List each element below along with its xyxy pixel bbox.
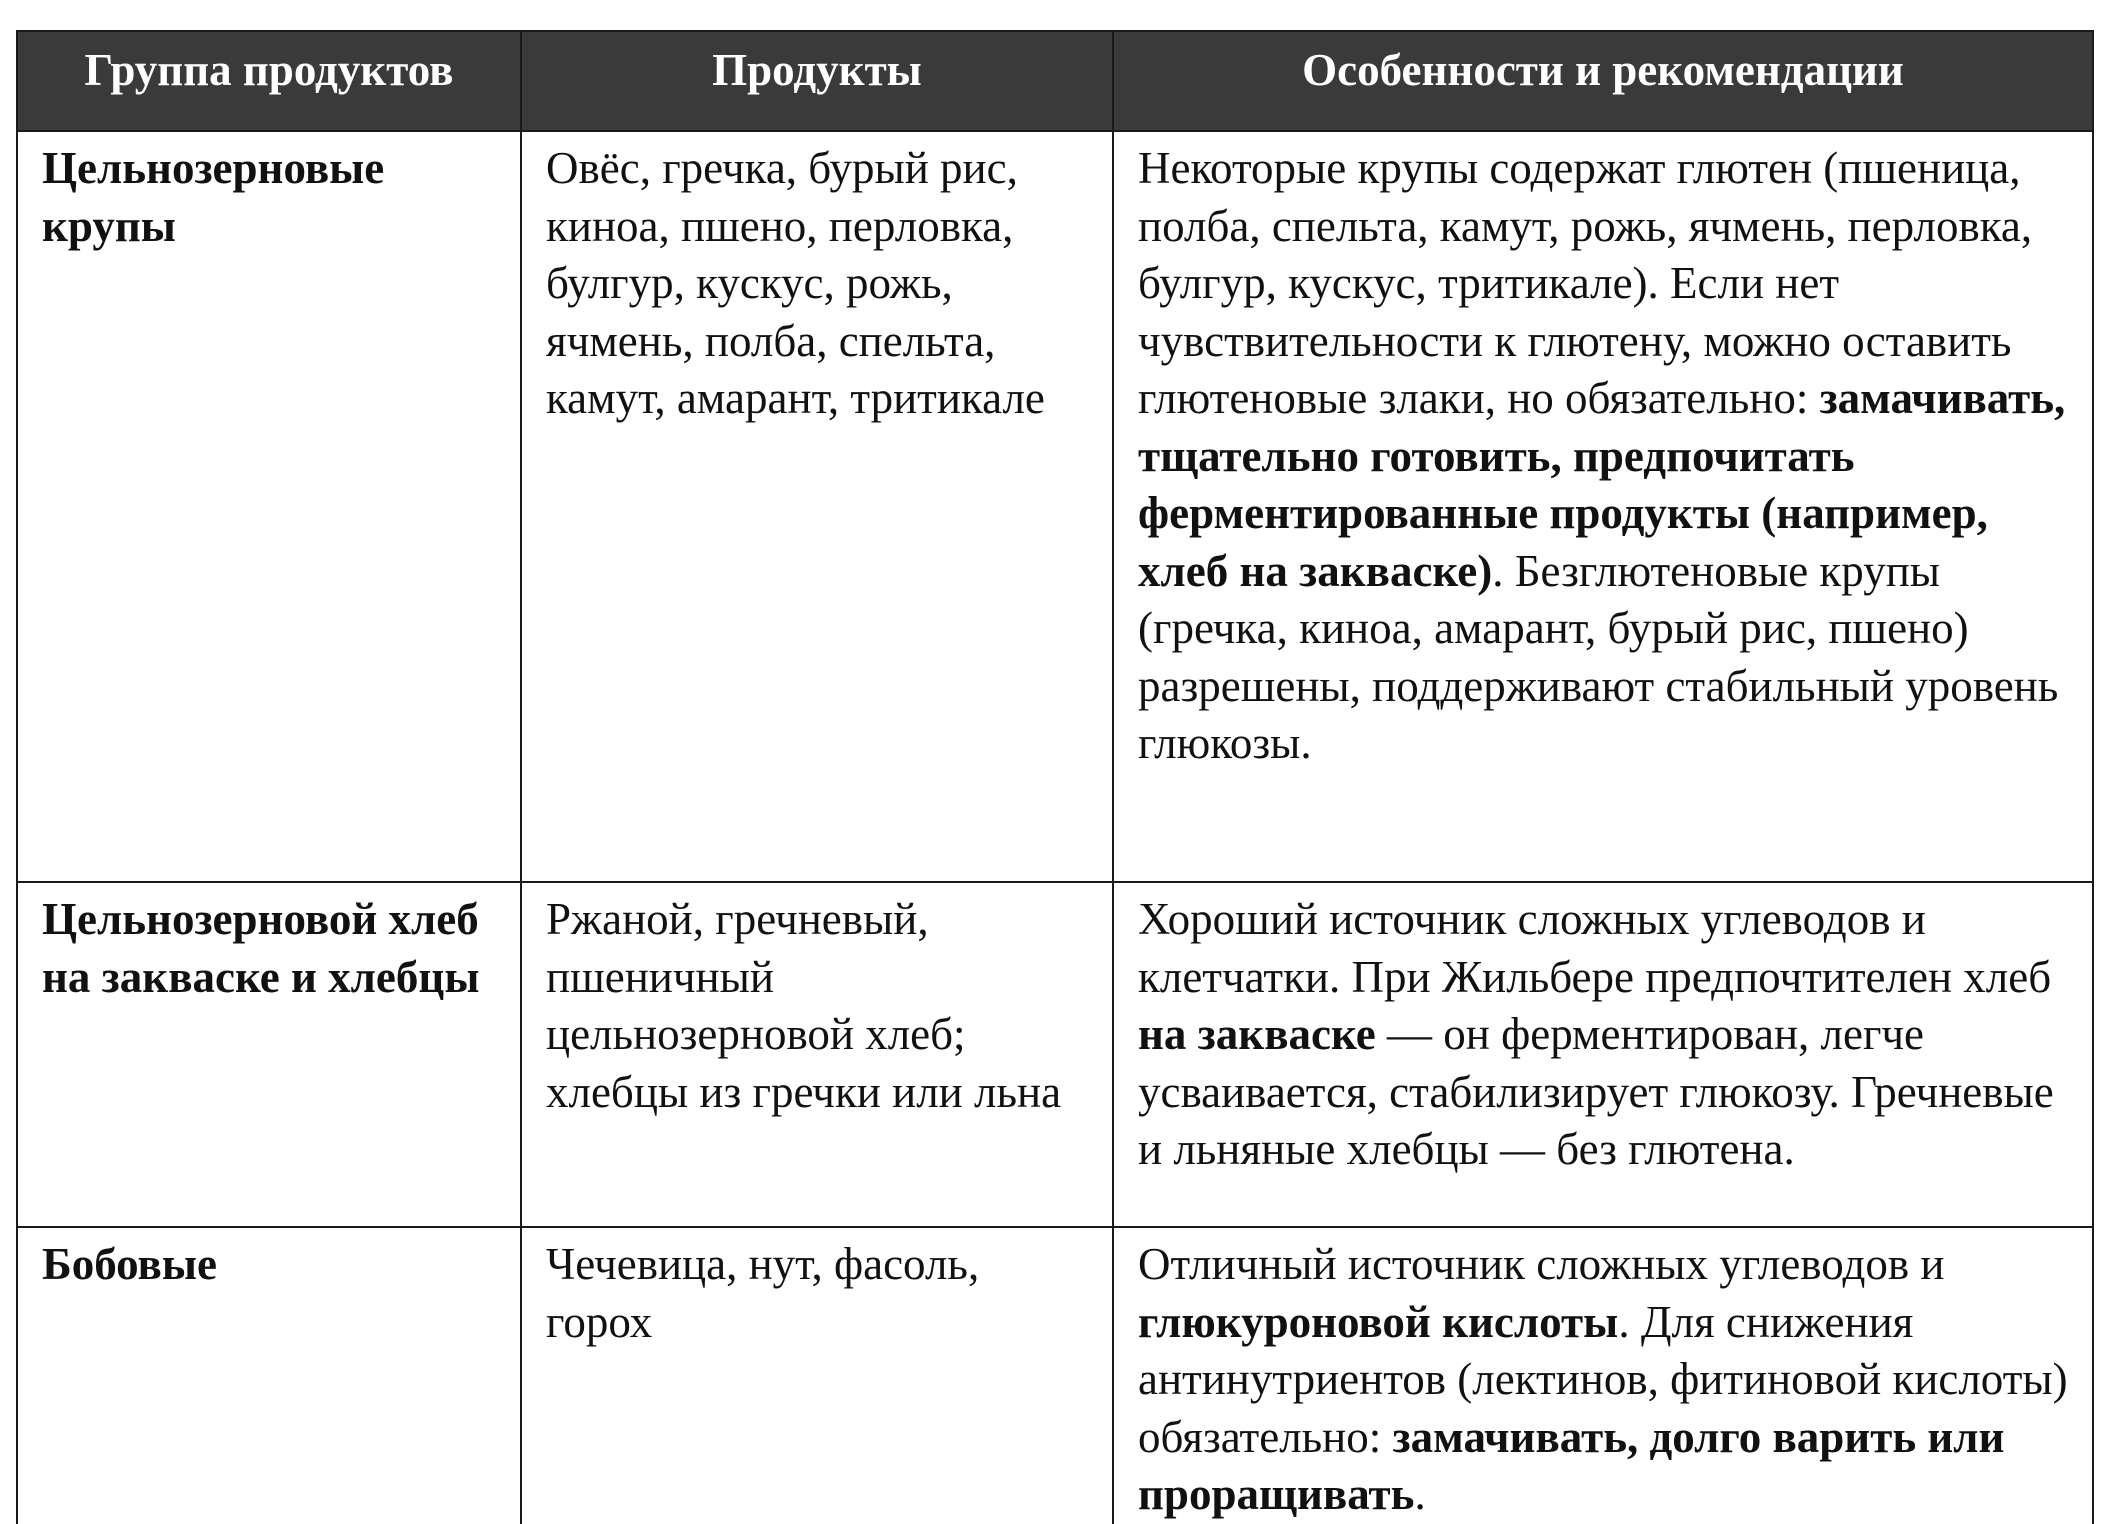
products-cell: Овёс, гречка, бурый рис, киноа, пшено, перловка, булгур, кускус, рожь, ячмень, полба, спельта, камут, амарант, тритикале: [521, 131, 1113, 882]
header-products: Продукты: [521, 31, 1113, 131]
notes-text: Хороший источник сложных углеводов и клетчатки. При Жильбере предпочтителен хлеб: [1138, 894, 2052, 1002]
notes-text: Отличный источник сложных углеводов и: [1138, 1239, 1945, 1289]
notes-bold-text: замачивать, долго варить или проращивать: [1138, 1411, 2005, 1519]
notes-cell: [1113, 882, 2093, 1227]
notes-cell: [1113, 1227, 2093, 1524]
notes-bold-text: на закваске: [1138, 1009, 1376, 1059]
header-group: Группа продуктов: [17, 31, 521, 131]
group-cell: Цельнозерновые крупы: [17, 131, 521, 882]
notes-text: — он ферментирован, легче усваивается, стабилизирует глюкозу. Гречневые и льняные хлебцы — без глютена.: [1138, 1009, 2054, 1174]
notes-text: Некоторые крупы содержат глютен (пшеница, полба, спельта, камут, рожь, ячмень, перловка, булгур, кускус, тритикале). Если нет чувствительности к глютену, можно оставить глютеновые злаки, но обязательно:: [1138, 143, 2033, 423]
header-notes: Особенности и рекомендации: [1113, 31, 2093, 131]
products-table: [16, 30, 2094, 1524]
group-cell: Цельнозерновой хлеб на закваске и хлебцы: [17, 882, 521, 1227]
notes-bold-text: замачивать, тщательно готовить, предпочитать ферментированные продукты (например, хлеб на закваске): [1138, 373, 2066, 596]
table-row: [17, 882, 2093, 1227]
group-cell: Бобовые: [17, 1227, 521, 1524]
table-row: [17, 1227, 2093, 1524]
table-row: [17, 131, 2093, 882]
products-cell: Чечевица, нут, фасоль, горох: [521, 1227, 1113, 1524]
notes-text: . Безглютеновые крупы (гречка, киноа, амарант, бурый рис, пшено) разрешены, поддерживают стабильный уровень глюкозы.: [1138, 545, 2059, 768]
table-header-row: [17, 31, 2093, 131]
notes-bold-text: глюкуроновой кислоты: [1138, 1296, 1619, 1347]
notes-cell: [1113, 131, 2093, 882]
notes-text: . Для снижения антинутриентов (лектинов, фитиновой кислоты) обязательно:: [1138, 1296, 2068, 1462]
products-cell: Ржаной, гречневый, пшеничный цельнозерновой хлеб; хлебцы из гречки или льна: [521, 882, 1113, 1227]
notes-text: .: [1414, 1469, 1426, 1519]
